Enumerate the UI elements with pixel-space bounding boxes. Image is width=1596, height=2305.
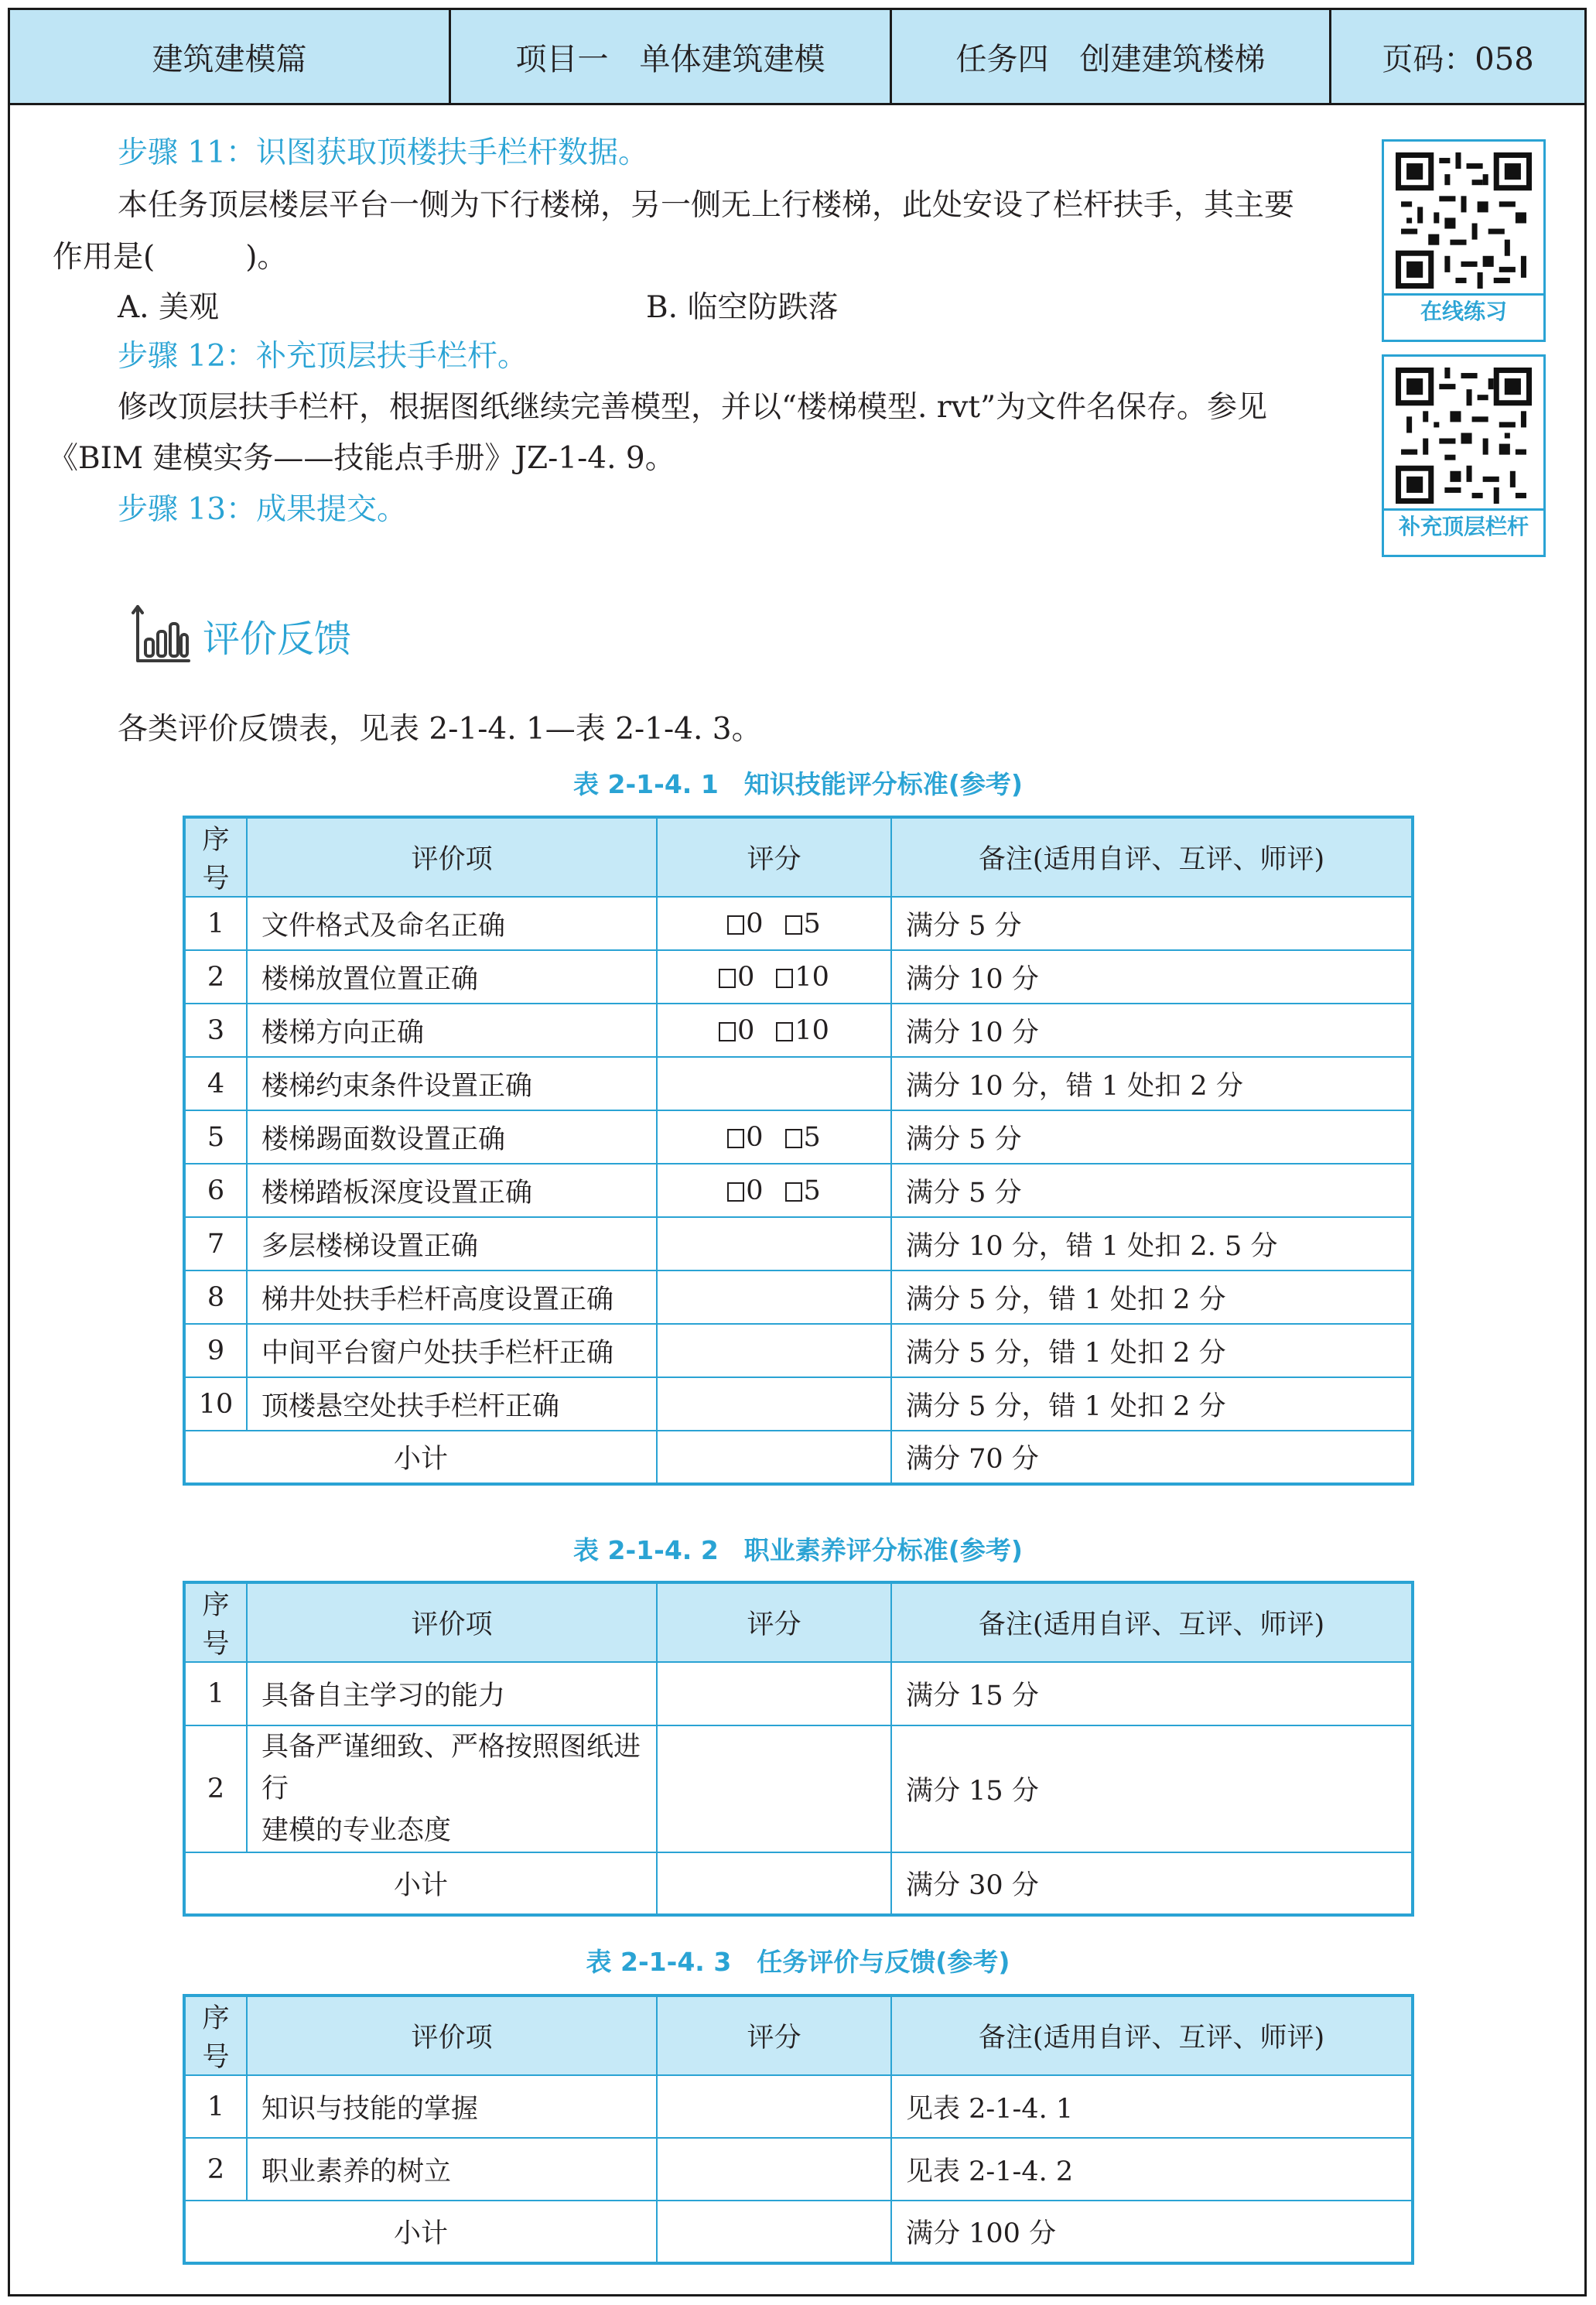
row-note: 满分 15 分 — [891, 1725, 1413, 1852]
table-row — [184, 2138, 1413, 2201]
col-header-item: 评价项 — [247, 817, 657, 897]
table-row — [184, 1057, 1413, 1110]
qr-code-icon — [1396, 152, 1532, 289]
row-no: 2 — [184, 2138, 247, 2201]
header-section: 建筑建模篇 — [10, 10, 451, 103]
option-a: A. 美观 — [118, 290, 219, 325]
subtotal-score — [657, 1431, 891, 1484]
row-no: 1 — [184, 2075, 247, 2138]
score-option[interactable]: 0 — [719, 962, 754, 993]
row-score — [657, 1110, 891, 1164]
checkbox[interactable] — [719, 969, 736, 988]
subtotal-note: 满分 100 分 — [891, 2201, 1413, 2263]
row-no: 10 — [184, 1377, 247, 1431]
header-task: 任务四 创建建筑楼梯 — [892, 10, 1331, 103]
row-note: 满分 5 分 — [891, 897, 1413, 950]
checkbox[interactable] — [785, 1182, 802, 1202]
checkbox[interactable] — [727, 1182, 744, 1202]
subtotal-note: 满分 70 分 — [891, 1431, 1413, 1484]
row-item: 楼梯踢面数设置正确 — [247, 1110, 657, 1164]
subtotal-label: 小计 — [184, 1431, 657, 1484]
row-score — [657, 1377, 891, 1431]
row-score — [657, 1725, 891, 1852]
row-note: 满分 10 分，错 1 处扣 2 分 — [891, 1057, 1413, 1110]
table-3-caption: 表 2-1-4. 3 任务评价与反馈(参考) — [586, 1947, 1010, 1977]
qr-supplement-railing[interactable] — [1382, 354, 1546, 557]
table-row — [184, 2075, 1413, 2138]
row-no: 2 — [184, 1725, 247, 1852]
row-item: 楼梯方向正确 — [247, 1004, 657, 1057]
score-option[interactable]: 10 — [776, 962, 829, 993]
subtotal-score — [657, 2201, 891, 2263]
row-no: 2 — [184, 950, 247, 1004]
col-header-no: 序号 — [184, 1582, 247, 1662]
row-no: 7 — [184, 1217, 247, 1270]
table-subtotal-row — [184, 1852, 1413, 1915]
table-header-row — [184, 1996, 1413, 2075]
score-option[interactable]: 0 — [719, 1015, 754, 1046]
row-score — [657, 1057, 891, 1110]
page-header — [8, 8, 1587, 105]
section-title: 评价反馈 — [203, 617, 352, 661]
qr-code-icon — [1396, 368, 1532, 504]
row-no: 3 — [184, 1004, 247, 1057]
score-option[interactable]: 0 — [727, 908, 763, 939]
row-note: 满分 10 分 — [891, 1004, 1413, 1057]
subtotal-label: 小计 — [184, 2201, 657, 2263]
row-item: 梯井处扶手栏杆高度设置正确 — [247, 1270, 657, 1324]
row-score — [657, 950, 891, 1004]
col-header-score: 评分 — [657, 1582, 891, 1662]
score-option[interactable]: 5 — [785, 1175, 821, 1206]
row-item: 顶楼悬空处扶手栏杆正确 — [247, 1377, 657, 1431]
row-score — [657, 2075, 891, 2138]
step-13: 步骤 13：成果提交。 — [118, 492, 408, 527]
checkbox[interactable] — [785, 1129, 802, 1148]
col-header-no: 序号 — [184, 817, 247, 897]
row-note: 满分 5 分，错 1 处扣 2 分 — [891, 1270, 1413, 1324]
subtotal-label: 小计 — [184, 1852, 657, 1915]
col-header-score: 评分 — [657, 1996, 891, 2075]
step-12-line-1: 修改顶层扶手栏杆，根据图纸继续完善模型，并以“楼梯模型. rvt”为文件名保存。参见 — [118, 390, 1268, 425]
question-line-1: 本任务顶层楼层平台一侧为下行楼梯，另一侧无上行楼梯，此处安设了栏杆扶手，其主要 — [118, 188, 1295, 223]
table-row — [184, 1725, 1413, 1852]
row-note: 满分 5 分，错 1 处扣 2 分 — [891, 1377, 1413, 1431]
row-note: 满分 15 分 — [891, 1662, 1413, 1725]
subtotal-note: 满分 30 分 — [891, 1852, 1413, 1915]
row-score — [657, 897, 891, 950]
qr-supplement-railing-caption: 补充顶层栏杆 — [1384, 508, 1543, 543]
row-no: 9 — [184, 1324, 247, 1377]
table-subtotal-row — [184, 1431, 1413, 1484]
row-score — [657, 1164, 891, 1217]
row-note: 见表 2-1-4. 1 — [891, 2075, 1413, 2138]
row-no: 6 — [184, 1164, 247, 1217]
option-b: B. 临空防跌落 — [646, 290, 839, 325]
table-row — [184, 1324, 1413, 1377]
score-option[interactable]: 5 — [785, 1122, 821, 1153]
row-item: 楼梯踏板深度设置正确 — [247, 1164, 657, 1217]
row-score — [657, 2138, 891, 2201]
checkbox[interactable] — [785, 915, 802, 935]
col-header-note: 备注(适用自评、互评、师评) — [891, 817, 1413, 897]
row-score — [657, 1662, 891, 1725]
row-score — [657, 1270, 891, 1324]
row-score — [657, 1004, 891, 1057]
row-item: 文件格式及命名正确 — [247, 897, 657, 950]
table-row — [184, 1217, 1413, 1270]
subtotal-score — [657, 1852, 891, 1915]
col-header-note: 备注(适用自评、互评、师评) — [891, 1996, 1413, 2075]
row-note: 满分 10 分 — [891, 950, 1413, 1004]
checkbox[interactable] — [776, 1022, 793, 1041]
row-item: 具备自主学习的能力 — [247, 1662, 657, 1725]
qr-online-practice[interactable] — [1382, 139, 1546, 342]
row-item: 楼梯约束条件设置正确 — [247, 1057, 657, 1110]
row-score — [657, 1217, 891, 1270]
table-header-row — [184, 1582, 1413, 1662]
score-option[interactable]: 0 — [727, 1122, 763, 1153]
row-item: 楼梯放置位置正确 — [247, 950, 657, 1004]
header-page-number: 页码：058 — [1382, 41, 1534, 77]
table-2-caption: 表 2-1-4. 2 职业素养评分标准(参考) — [573, 1535, 1023, 1565]
tables-intro: 各类评价反馈表，见表 2-1-4. 1—表 2-1-4. 3。 — [118, 712, 762, 747]
table-row — [184, 1164, 1413, 1217]
question-line-2: 作用是( )。 — [53, 240, 288, 275]
row-item: 中间平台窗户处扶手栏杆正确 — [247, 1324, 657, 1377]
step-11: 步骤 11：识图获取顶楼扶手栏杆数据。 — [118, 135, 649, 170]
col-header-item: 评价项 — [247, 1582, 657, 1662]
table-2 — [183, 1581, 1414, 1917]
row-no: 1 — [184, 897, 247, 950]
bar-chart-icon — [130, 604, 192, 667]
section-heading — [130, 604, 351, 667]
row-note: 满分 5 分 — [891, 1164, 1413, 1217]
col-header-item: 评价项 — [247, 1996, 657, 2075]
table-row — [184, 950, 1413, 1004]
row-no: 5 — [184, 1110, 247, 1164]
checkbox[interactable] — [776, 969, 793, 988]
table-subtotal-row — [184, 2201, 1413, 2263]
row-item: 多层楼梯设置正确 — [247, 1217, 657, 1270]
row-item: 知识与技能的掌握 — [247, 2075, 657, 2138]
row-no: 1 — [184, 1662, 247, 1725]
checkbox[interactable] — [727, 915, 744, 935]
table-row — [184, 1004, 1413, 1057]
table-row — [184, 897, 1413, 950]
score-option[interactable]: 0 — [727, 1175, 763, 1206]
row-item: 职业素养的树立 — [247, 2138, 657, 2201]
row-item: 具备严谨细致、严格按照图纸进行 建模的专业态度 — [247, 1725, 657, 1852]
step-12: 步骤 12：补充顶层扶手栏杆。 — [118, 339, 528, 374]
table-row — [184, 1270, 1413, 1324]
col-header-no: 序号 — [184, 1996, 247, 2075]
row-no: 8 — [184, 1270, 247, 1324]
checkbox[interactable] — [719, 1022, 736, 1041]
row-note: 满分 5 分，错 1 处扣 2 分 — [891, 1324, 1413, 1377]
table-1-caption: 表 2-1-4. 1 知识技能评分标准(参考) — [573, 769, 1023, 799]
table-row — [184, 1110, 1413, 1164]
row-note: 满分 5 分 — [891, 1110, 1413, 1164]
table-3 — [183, 1994, 1414, 2265]
score-option[interactable]: 10 — [776, 1015, 829, 1046]
checkbox[interactable] — [727, 1129, 744, 1148]
header-project: 项目一 单体建筑建模 — [451, 10, 892, 103]
col-header-score: 评分 — [657, 817, 891, 897]
table-row — [184, 1662, 1413, 1725]
col-header-note: 备注(适用自评、互评、师评) — [891, 1582, 1413, 1662]
score-option[interactable]: 5 — [785, 908, 821, 939]
table-1 — [183, 816, 1414, 1486]
qr-online-practice-caption: 在线练习 — [1384, 293, 1543, 328]
table-header-row — [184, 817, 1413, 897]
table-row — [184, 1377, 1413, 1431]
row-note: 满分 10 分，错 1 处扣 2. 5 分 — [891, 1217, 1413, 1270]
row-note: 见表 2-1-4. 2 — [891, 2138, 1413, 2201]
step-12-line-2: 《BIM 建模实务——技能点手册》JZ-1-4. 9。 — [48, 441, 675, 476]
row-score — [657, 1324, 891, 1377]
row-no: 4 — [184, 1057, 247, 1110]
